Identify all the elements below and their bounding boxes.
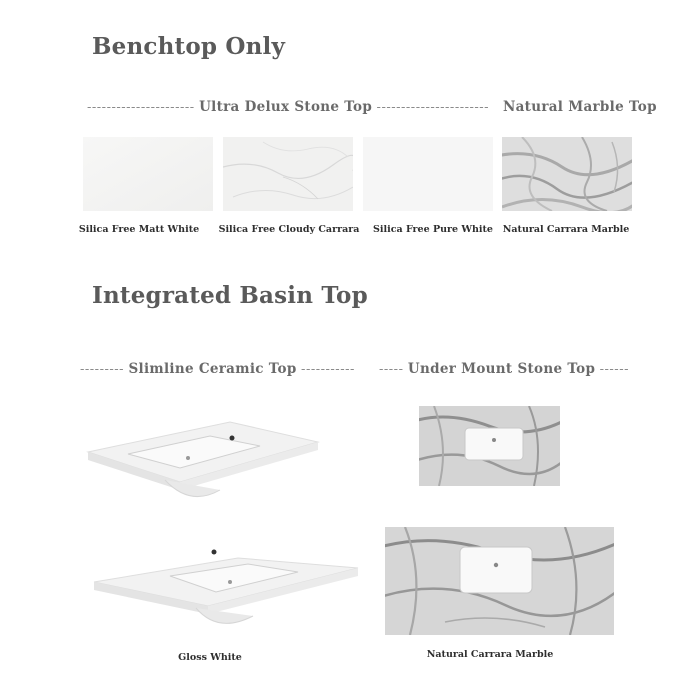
ceramic-basin-short-image[interactable] xyxy=(80,402,320,512)
separator-dashes-left: ----- xyxy=(379,362,404,377)
swatch-pure-white[interactable] xyxy=(363,137,493,211)
under-mount-separator xyxy=(379,361,629,377)
caption-cloudy-carrara: Silica Free Cloudy Carrara xyxy=(218,224,360,235)
separator-dashes-right: ----------------------- xyxy=(376,100,490,115)
under-mount-label: Under Mount Stone Top xyxy=(407,361,596,377)
caption-pure-white: Silica Free Pure White xyxy=(373,224,493,235)
separator-dashes-left: ---------------------- xyxy=(87,100,195,115)
separator-dashes-right: ----------- xyxy=(301,362,355,377)
ceramic-basin-long-image[interactable] xyxy=(88,534,360,644)
caption-matt-white: Silica Free Matt White xyxy=(78,224,200,235)
benchtop-title: Benchtop Only xyxy=(92,33,286,60)
swatch-cloudy-carrara[interactable] xyxy=(223,137,353,211)
separator-dashes-right: ------ xyxy=(599,362,629,377)
stone-basin-short-image[interactable] xyxy=(419,406,560,486)
natural-marble-label: Natural Marble Top xyxy=(503,99,657,115)
caption-natural-carrara: Natural Carrara Marble xyxy=(502,224,630,235)
stone-basin-long-image[interactable] xyxy=(385,527,614,635)
slimline-ceramic-separator xyxy=(80,361,355,377)
slimline-ceramic-label: Slimline Ceramic Top xyxy=(128,361,297,377)
swatch-natural-carrara[interactable] xyxy=(502,137,632,211)
natural-marble-separator xyxy=(503,99,657,115)
separator-dashes-left: --------- xyxy=(80,362,125,377)
basin-title: Integrated Basin Top xyxy=(92,282,368,309)
ultra-delux-separator xyxy=(87,99,489,115)
swatch-matt-white[interactable] xyxy=(83,137,213,211)
ultra-delux-label: Ultra Delux Stone Top xyxy=(199,99,373,115)
caption-stone-carrara: Natural Carrara Marble xyxy=(426,649,554,660)
caption-gloss-white: Gloss White xyxy=(178,652,242,663)
